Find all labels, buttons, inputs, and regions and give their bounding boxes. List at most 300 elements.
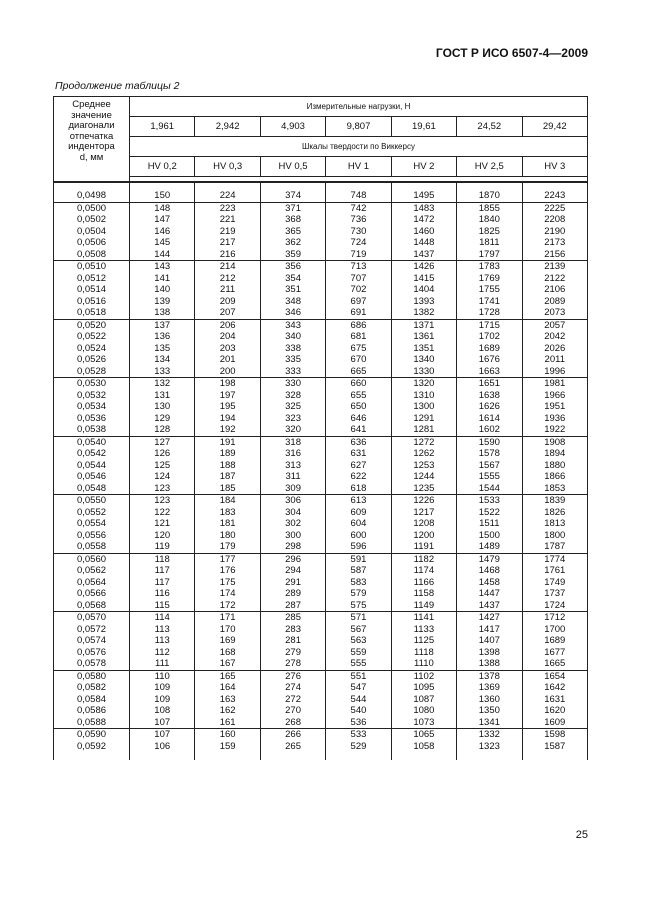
hardness-value: 1936 [544,412,566,424]
hardness-value: 268 [285,716,301,728]
header-row-scales-title [54,137,588,157]
diagonal-value: 0,0574 [76,635,107,646]
hardness-value: 203 [219,342,236,354]
hardness-value: 650 [350,401,367,412]
hardness-value: 278 [285,658,301,669]
hardness-cell [130,261,195,320]
hardness-value: 224 [219,190,236,201]
hardness-value: 1500 [478,529,500,541]
hardness-value: 1689 [544,635,566,646]
hardness-value: 1981 [544,378,566,389]
data-row-group [54,261,588,320]
hardness-value: 118 [154,553,170,565]
hardness-cell [326,670,391,729]
hardness-value: 1426 [413,261,435,272]
scale-header-cell: HV 2,5 [457,157,522,177]
diagonal-value: 0,0546 [76,471,107,482]
hardness-cell [260,202,325,261]
hardness-value: 591 [350,553,367,565]
hardness-cell [195,612,260,671]
hardness-cell [260,319,325,378]
diagonal-value: 0,0522 [76,331,107,342]
hardness-value: 200 [219,365,236,377]
hardness-value: 1427 [478,612,500,623]
hardness-value: 1340 [413,354,435,365]
hardness-value: 266 [285,729,301,740]
hardness-value: 579 [350,588,367,599]
hardness-value: 1332 [478,729,500,740]
diagonal-value: 0,0572 [76,623,107,635]
hardness-value: 211 [220,284,236,295]
scale-header-cell: HV 0,2 [130,157,195,177]
hardness-value: 1689 [478,342,500,354]
hardness-value: 122 [154,506,171,518]
hardness-value: 1642 [544,682,566,693]
hardness-value: 1880 [544,459,566,471]
hardness-value: 1598 [544,729,566,740]
hardness-value: 1749 [544,576,566,588]
hardness-value: 300 [285,529,301,541]
hardness-value: 1483 [413,202,435,214]
hardness-value: 311 [285,471,301,482]
hardness-cell [457,261,522,320]
hardness-value: 1712 [544,612,566,623]
stub-header-cell [54,97,130,183]
header-row-scales [54,157,588,177]
hardness-value: 547 [350,682,367,693]
hardness-value: 1182 [413,553,435,565]
hardness-value: 551 [350,670,367,682]
hardness-cell [195,729,260,753]
hardness-value: 1166 [413,576,435,588]
page-number: 25 [575,829,588,841]
hardness-value: 2042 [544,331,566,342]
hardness-value: 1609 [544,716,566,728]
hardness-cell [522,378,587,437]
diagonal-value: 0,0520 [76,319,107,331]
diagonal-value: 0,0534 [76,401,107,412]
hardness-value: 1626 [478,401,500,412]
diagonal-value: 0,0504 [76,225,107,237]
hardness-value: 167 [219,658,236,669]
diagonal-value: 0,0538 [76,424,107,435]
diagonal-cell [54,261,130,320]
hardness-value: 113 [154,623,170,635]
hardness-value: 1448 [413,237,435,248]
hardness-value: 201 [219,354,236,365]
hardness-value: 1080 [413,705,435,716]
hardness-cell [326,436,391,495]
hardness-cell [457,495,522,554]
data-row-group [54,495,588,554]
hardness-value: 1996 [544,365,566,377]
hardness-value: 111 [154,658,170,669]
diagonal-value: 0,0550 [76,495,107,506]
hardness-value: 529 [350,740,367,752]
hardness-value: 1853 [544,482,566,494]
hardness-value: 214 [219,261,236,272]
hardness-cell [326,319,391,378]
hardness-value: 2106 [544,284,566,295]
hardness-cell [260,553,325,612]
hardness-cell [195,670,260,729]
hardness-value: 1826 [544,506,566,518]
hardness-value: 1472 [413,214,435,225]
hardness-value: 1208 [413,518,435,529]
hardness-value: 2011 [544,354,565,365]
stub-header-line: индентора [68,141,115,152]
diagonal-value: 0,0584 [76,693,107,705]
hardness-value: 368 [285,214,301,225]
hardness-value: 559 [350,646,367,658]
hardness-value: 127 [154,436,171,448]
hardness-value: 555 [350,658,367,669]
hardness-value: 223 [219,202,236,214]
hardness-value: 121 [154,518,171,529]
hardness-value: 1291 [413,412,435,424]
hardness-cell [195,436,260,495]
hardness-value: 675 [350,342,367,354]
diagonal-cell [54,495,130,554]
hardness-cell [391,495,456,554]
hardness-value: 1378 [478,670,500,682]
hardness-value: 636 [350,436,367,448]
hardness-cell [522,202,587,261]
hardness-value: 189 [219,448,236,459]
hardness-cell [260,495,325,554]
hardness-value: 140 [154,284,171,295]
hardness-value: 132 [154,378,171,389]
hardness-value: 1555 [478,471,500,482]
hardness-value: 1191 [413,541,435,552]
hardness-value: 1125 [413,635,435,646]
hardness-value: 571 [350,612,367,623]
hardness-value: 622 [350,471,367,482]
hardness-value: 1533 [478,495,500,506]
data-row-group [54,319,588,378]
diagonal-value: 0,0536 [76,412,107,424]
diagonal-value: 0,0592 [76,740,107,752]
hardness-value: 1058 [413,740,435,752]
hardness-value: 1200 [413,529,435,541]
hardness-value: 1663 [478,365,500,377]
diagonal-value: 0,0568 [76,599,107,611]
hardness-value: 1244 [413,471,435,482]
hardness-cell [195,378,260,437]
hardness-value: 212 [219,272,236,284]
hardness-cell [326,190,391,202]
hardness-value: 171 [219,612,236,623]
hardness-value: 139 [154,295,171,307]
hardness-value: 209 [219,295,236,307]
hardness-value: 730 [350,225,367,237]
hardness-value: 279 [285,646,301,658]
hardness-value: 134 [154,354,171,365]
hardness-value: 575 [350,599,367,611]
hardness-value: 660 [350,378,367,389]
hardness-value: 159 [219,740,236,752]
hardness-value: 1371 [413,319,435,331]
hardness-value: 1458 [478,576,500,588]
hardness-cell [391,202,456,261]
hardness-value: 1133 [413,623,435,635]
hardness-value: 533 [350,729,367,740]
hardness-value: 161 [219,716,236,728]
hardness-value: 631 [350,448,367,459]
hardness-value: 123 [154,482,171,494]
hardness-cell [195,202,260,261]
hardness-cell [522,319,587,378]
hardness-value: 130 [154,401,171,412]
hardness-value: 1479 [478,553,500,565]
diagonal-cell [54,319,130,378]
hardness-value: 1665 [544,658,566,669]
diagonal-value: 0,0552 [76,506,107,518]
hardness-value: 323 [285,412,301,424]
hardness-value: 117 [154,576,170,588]
hardness-cell [522,261,587,320]
hardness-value: 335 [285,354,301,365]
hardness-value: 563 [350,635,367,646]
diagonal-cell [54,729,130,753]
hardness-value: 1590 [478,436,500,448]
hardness-value: 365 [285,225,301,237]
hardness-value: 371 [285,202,301,214]
hardness-value: 1651 [478,378,500,389]
hardness-value: 163 [219,693,236,705]
hardness-value: 1351 [413,342,435,354]
load-header-cell: 2,942 [195,117,260,137]
hardness-value: 1787 [544,541,566,552]
load-header-cell: 9,807 [326,117,391,137]
hardness-value: 2057 [544,319,566,331]
hardness-value: 1360 [478,693,500,705]
diagonal-value: 0,0500 [76,202,107,214]
scale-header-cell: HV 0,5 [260,157,325,177]
hardness-cell [130,729,195,753]
hardness-value: 1065 [413,729,435,740]
hardness-value: 1468 [478,565,500,576]
hardness-value: 1908 [544,436,566,448]
hardness-value: 107 [154,729,171,740]
hardness-value: 112 [154,646,170,658]
hardness-cell [391,612,456,671]
hardness-value: 681 [350,331,367,342]
hardness-cell [522,190,587,202]
hardness-value: 285 [285,612,301,623]
hardness-cell [391,436,456,495]
hardness-cell [260,670,325,729]
diagonal-value: 0,0576 [76,646,107,658]
hardness-value: 2173 [544,237,566,248]
hardness-value: 2122 [544,272,566,284]
hardness-value: 1654 [544,670,566,682]
hardness-value: 1361 [413,331,435,342]
hardness-value: 1272 [413,436,435,448]
hardness-cell [522,436,587,495]
hardness-value: 1567 [478,459,500,471]
stub-header-line: отпечатка [69,130,114,142]
diagonal-cell [54,378,130,437]
hardness-value: 174 [219,588,236,599]
hardness-value: 604 [350,518,367,529]
hardness-value: 148 [154,202,171,214]
data-row-group [54,202,588,261]
hardness-value: 114 [154,612,170,623]
hardness-value: 137 [154,319,171,331]
hardness-value: 736 [350,214,367,225]
hardness-value: 1840 [478,214,500,225]
hardness-value: 646 [350,412,367,424]
hardness-value: 274 [285,682,301,693]
hardness-value: 618 [350,482,367,494]
hardness-value: 686 [350,319,367,331]
diagonal-value: 0,0588 [76,716,107,728]
hardness-cell [130,190,195,202]
hardness-value: 1149 [413,599,435,611]
data-row-group [54,190,588,202]
hardness-cell [457,553,522,612]
hardness-value: 596 [350,541,367,552]
header-row-loads-title [54,97,588,117]
diagonal-value: 0,0524 [76,342,107,354]
hardness-cell [260,261,325,320]
diagonal-value: 0,0566 [76,588,107,599]
hardness-value: 333 [285,365,301,377]
hardness-value: 1217 [413,506,435,518]
hardness-value: 135 [154,342,171,354]
diagonal-value: 0,0556 [76,529,107,541]
diagonal-value: 0,0512 [76,272,107,284]
hardness-value: 351 [285,284,301,295]
hardness-value: 1141 [413,612,435,623]
diagonal-value: 0,0510 [76,261,107,272]
hardness-value: 1110 [414,658,434,669]
hardness-value: 198 [219,378,236,389]
diagonal-value: 0,0514 [76,284,107,295]
hardness-value: 1489 [478,541,500,552]
hardness-value: 281 [285,635,301,646]
hardness-value: 1797 [478,248,500,260]
hardness-value: 1769 [478,272,500,284]
hardness-value: 1620 [544,705,566,716]
hardness-value: 176 [219,565,236,576]
hardness-value: 128 [154,424,171,435]
diagonal-value: 0,0528 [76,365,107,377]
scales-title: Шкалы твердости по Виккерсу [130,137,588,157]
hardness-value: 1087 [413,693,435,705]
diagonal-value: 0,0586 [76,705,107,716]
hardness-value: 1235 [413,482,435,494]
hardness-value: 1715 [478,319,500,331]
hardness-value: 1320 [413,378,435,389]
hardness-cell [391,261,456,320]
hardness-value: 724 [350,237,367,248]
hardness-value: 136 [154,331,171,342]
hardness-value: 536 [350,716,367,728]
hardness-value: 204 [219,331,236,342]
hardness-value: 117 [154,565,170,576]
header-separator [54,182,588,190]
hardness-value: 270 [285,705,301,716]
hardness-value: 583 [350,576,367,588]
hardness-value: 567 [350,623,367,635]
hardness-value: 119 [154,541,170,552]
hardness-cell [260,190,325,202]
diagonal-value: 0,0532 [76,389,107,401]
hardness-cell [522,553,587,612]
hardness-value: 191 [219,436,236,448]
hardness-cell [130,436,195,495]
hardness-value: 175 [219,576,236,588]
diagonal-value: 0,0560 [76,553,107,565]
diagonal-value: 0,0558 [76,541,107,552]
hardness-value: 587 [350,565,367,576]
hardness-value: 2208 [544,214,566,225]
hardness-value: 298 [285,541,301,552]
hardness-value: 109 [154,693,171,705]
data-row-group [54,553,588,612]
hardness-value: 318 [285,436,301,448]
hardness-cell [326,495,391,554]
load-header-cell: 19,61 [391,117,456,137]
hardness-value: 219 [219,225,236,237]
hardness-value: 544 [350,693,367,705]
hardness-value: 1602 [478,424,500,435]
hardness-cell [457,670,522,729]
hardness-cell [326,261,391,320]
hardness-value: 145 [154,237,171,248]
hardness-value: 1447 [478,588,500,599]
hardness-cell [260,378,325,437]
hardness-cell [260,729,325,753]
hardness-value: 272 [285,693,301,705]
hardness-value: 123 [154,495,171,506]
hardness-value: 697 [350,295,367,307]
hardness-cell [391,319,456,378]
hardness-value: 1417 [478,623,500,635]
hardness-value: 177 [219,553,236,565]
hardness-cell [326,729,391,753]
hardness-value: 641 [350,424,367,435]
hardness-cell [391,729,456,753]
diagonal-value: 0,0526 [76,354,107,365]
hardness-value: 1755 [478,284,500,295]
hardness-value: 748 [350,190,367,201]
hardness-value: 110 [154,670,170,682]
hardness-cell [522,729,587,753]
hardness-value: 316 [285,448,301,459]
hardness-value: 160 [219,729,236,740]
hardness-value: 1102 [413,670,435,682]
hardness-value: 162 [219,705,236,716]
hardness-value: 168 [219,646,236,658]
hardness-value: 1631 [544,693,566,705]
hardness-value: 702 [350,284,367,295]
hardness-cell [457,612,522,671]
data-row-group [54,729,588,753]
hardness-value: 129 [154,412,171,424]
hardness-value: 1300 [413,401,435,412]
stub-header-line: d, мм [79,151,104,163]
hardness-value: 1118 [414,646,434,658]
hardness-value: 165 [219,670,236,682]
hardness-value: 1783 [478,261,500,272]
diagonal-value: 0,0540 [76,436,107,448]
diagonal-value: 0,0544 [76,459,107,471]
hardness-cell [391,190,456,202]
hardness-cell [457,729,522,753]
